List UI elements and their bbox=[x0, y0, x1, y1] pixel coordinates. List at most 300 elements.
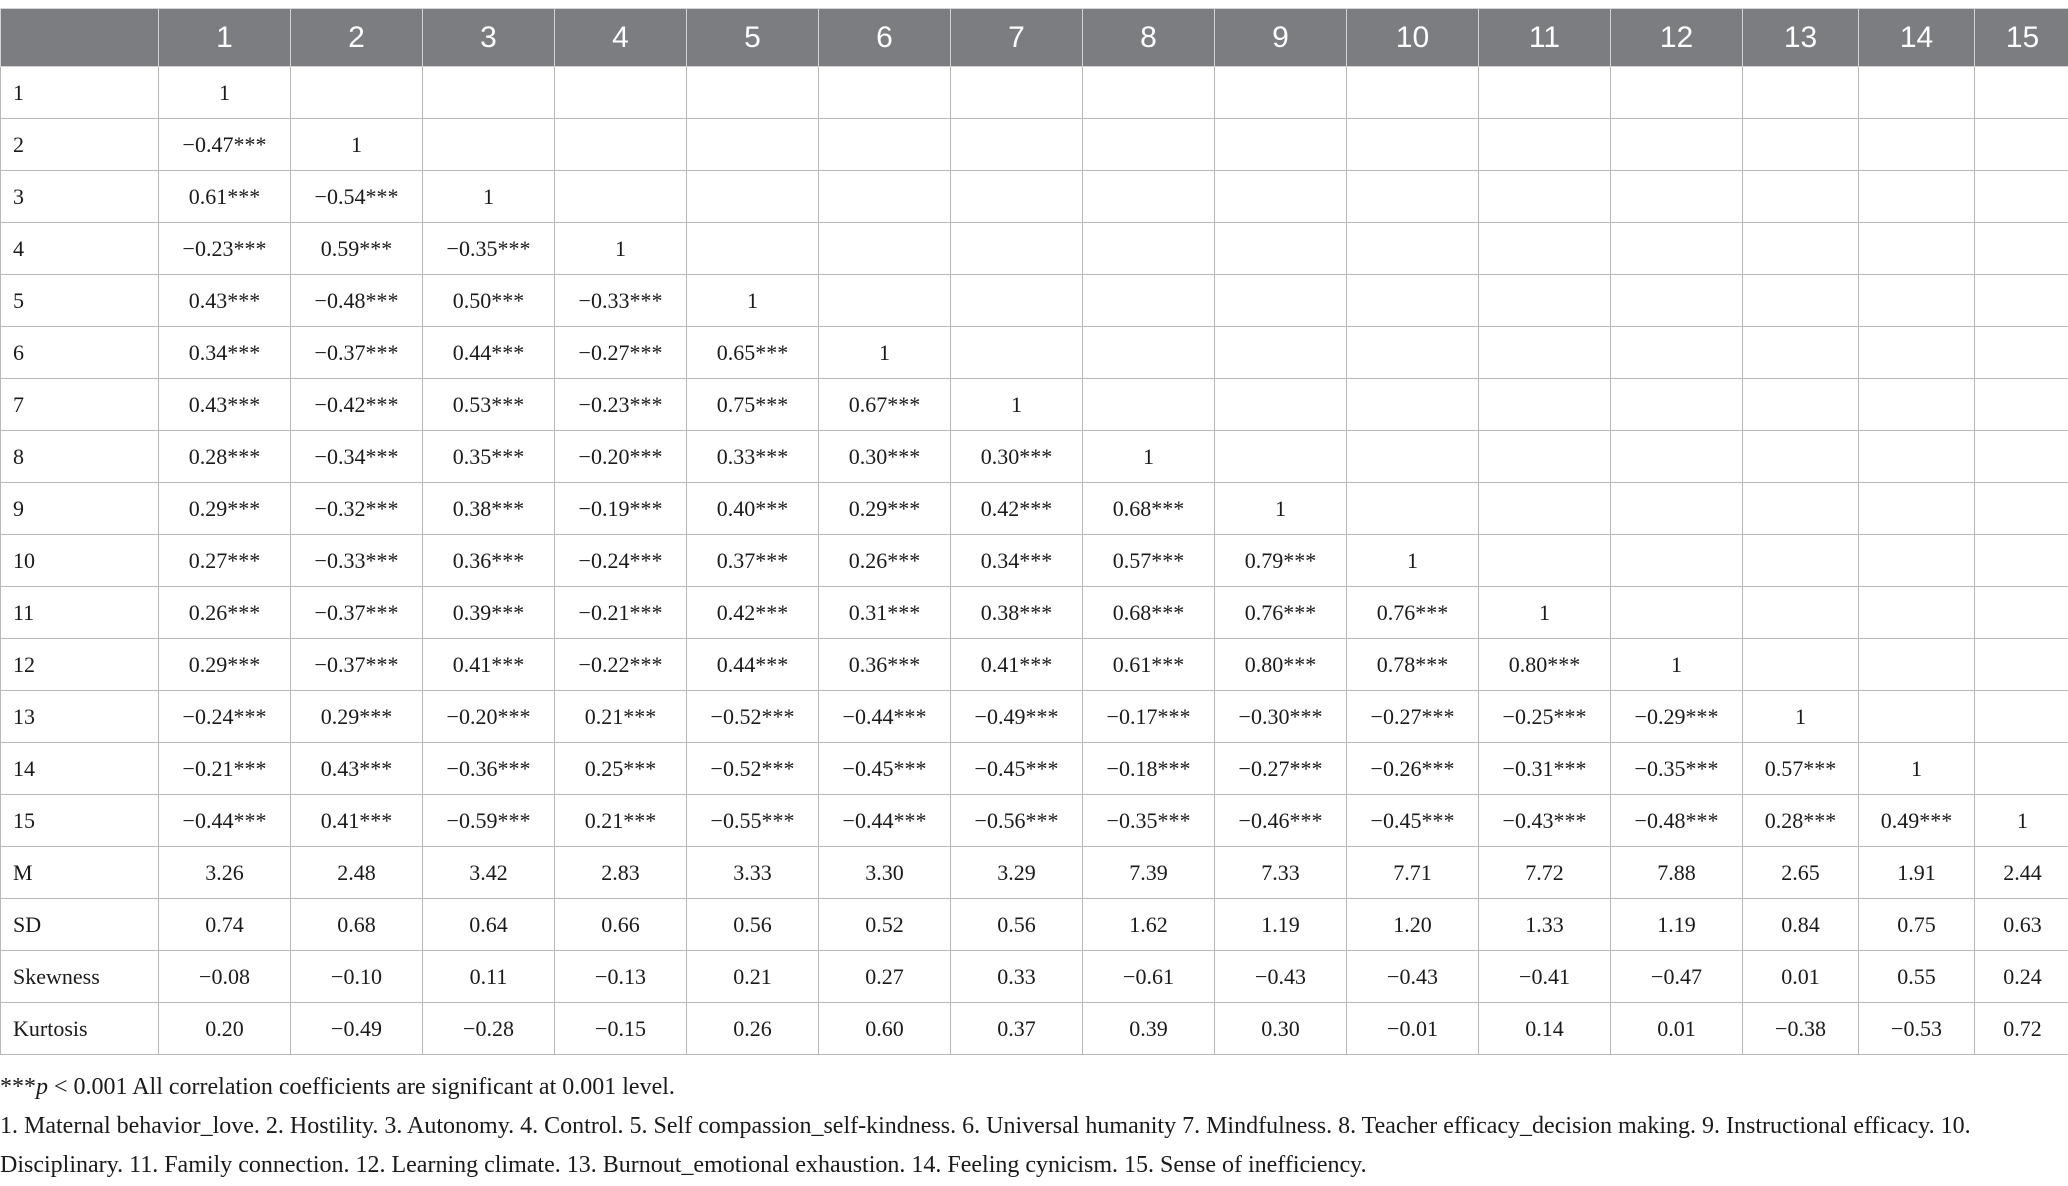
table-cell: 0.42*** bbox=[951, 483, 1083, 535]
variable-legend: 1. Maternal behavior_love. 2. Hostility. 3. Autonomy. 4. Control. 5. Self compassion_self-kindness. 6. Universal humanity 7. Mindfulness. 8. Teacher efficacy_decision making. 9. Instructional efficacy. 10. Disciplinary. 11. Family connection. 12. Learning climate. 13. Burnout_emotional exhaustion. 14. Feeling cynicism. 15. Sense of inefficiency. bbox=[0, 1113, 1971, 1178]
header-row bbox=[1, 9, 2068, 67]
table-cell: −0.61 bbox=[1083, 951, 1215, 1003]
table-cell bbox=[1859, 691, 1975, 743]
table-cell bbox=[1479, 431, 1611, 483]
table-cell: 0.43*** bbox=[291, 743, 423, 795]
table-cell bbox=[1743, 535, 1859, 587]
table-cell bbox=[951, 171, 1083, 223]
table-cell: 0.40*** bbox=[687, 483, 819, 535]
table-cell: 0.76*** bbox=[1347, 587, 1479, 639]
table-cell bbox=[1859, 379, 1975, 431]
table-cell bbox=[1975, 275, 2068, 327]
table-cell: −0.35*** bbox=[1083, 795, 1215, 847]
table-cell: 0.28*** bbox=[159, 431, 291, 483]
table-cell bbox=[687, 67, 819, 119]
row-label: Kurtosis bbox=[1, 1003, 159, 1055]
table-cell: 0.36*** bbox=[819, 639, 951, 691]
table-cell: 0.60 bbox=[819, 1003, 951, 1055]
table-cell: 0.64 bbox=[423, 899, 555, 951]
table-cell: 0.36*** bbox=[423, 535, 555, 587]
column-header-4: 4 bbox=[555, 9, 687, 67]
table-cell: 1.62 bbox=[1083, 899, 1215, 951]
table-cell bbox=[1975, 483, 2068, 535]
table-cell: 3.30 bbox=[819, 847, 951, 899]
table-cell bbox=[1975, 379, 2068, 431]
table-cell: 1 bbox=[1975, 795, 2068, 847]
table-cell bbox=[1215, 275, 1347, 327]
table-cell: 0.63 bbox=[1975, 899, 2068, 951]
table-row bbox=[1, 1003, 2068, 1055]
table-cell: 1.19 bbox=[1215, 899, 1347, 951]
table-cell: −0.43 bbox=[1215, 951, 1347, 1003]
table-cell bbox=[951, 119, 1083, 171]
table-cell: −0.44*** bbox=[819, 795, 951, 847]
table-cell: −0.26*** bbox=[1347, 743, 1479, 795]
table-cell: 7.72 bbox=[1479, 847, 1611, 899]
table-cell bbox=[1215, 431, 1347, 483]
table-cell bbox=[1743, 275, 1859, 327]
table-cell bbox=[1743, 639, 1859, 691]
table-cell bbox=[951, 327, 1083, 379]
table-cell: −0.37*** bbox=[291, 327, 423, 379]
table-cell: 0.26*** bbox=[819, 535, 951, 587]
column-header-1: 1 bbox=[159, 9, 291, 67]
table-cell bbox=[1859, 483, 1975, 535]
table-cell: 0.14 bbox=[1479, 1003, 1611, 1055]
table-cell bbox=[1347, 379, 1479, 431]
column-header-11: 11 bbox=[1479, 9, 1611, 67]
table-notes bbox=[0, 1068, 2066, 1185]
table-cell bbox=[1975, 587, 2068, 639]
table-cell bbox=[1479, 535, 1611, 587]
table-cell: 0.43*** bbox=[159, 275, 291, 327]
table-cell bbox=[951, 223, 1083, 275]
table-cell: −0.23*** bbox=[159, 223, 291, 275]
table-cell: 0.39 bbox=[1083, 1003, 1215, 1055]
table-cell: 0.75 bbox=[1859, 899, 1975, 951]
table-cell bbox=[1347, 327, 1479, 379]
column-header-5: 5 bbox=[687, 9, 819, 67]
table-cell bbox=[1859, 119, 1975, 171]
table-cell: −0.15 bbox=[555, 1003, 687, 1055]
table-cell bbox=[1743, 119, 1859, 171]
table-row bbox=[1, 171, 2068, 223]
table-cell: −0.22*** bbox=[555, 639, 687, 691]
table-cell bbox=[1975, 171, 2068, 223]
table-cell: 1 bbox=[555, 223, 687, 275]
table-cell: 0.27*** bbox=[159, 535, 291, 587]
table-cell bbox=[1743, 327, 1859, 379]
table-cell bbox=[1479, 119, 1611, 171]
table-cell: 0.21*** bbox=[555, 691, 687, 743]
table-cell: 0.30*** bbox=[819, 431, 951, 483]
table-cell: 0.39*** bbox=[423, 587, 555, 639]
table-cell: −0.52*** bbox=[687, 691, 819, 743]
table-cell: 3.42 bbox=[423, 847, 555, 899]
table-row bbox=[1, 327, 2068, 379]
table-cell: 1 bbox=[1479, 587, 1611, 639]
table-cell: 1 bbox=[1083, 431, 1215, 483]
table-cell bbox=[1347, 223, 1479, 275]
table-cell bbox=[1347, 171, 1479, 223]
table-cell: 7.71 bbox=[1347, 847, 1479, 899]
table-cell: −0.08 bbox=[159, 951, 291, 1003]
table-cell bbox=[1479, 275, 1611, 327]
table-cell: 0.26 bbox=[687, 1003, 819, 1055]
table-cell: 0.38*** bbox=[423, 483, 555, 535]
table-cell: 0.20 bbox=[159, 1003, 291, 1055]
table-cell: 0.33 bbox=[951, 951, 1083, 1003]
table-cell: −0.33*** bbox=[555, 275, 687, 327]
table-cell bbox=[1975, 223, 2068, 275]
row-label: 14 bbox=[1, 743, 159, 795]
table-cell: −0.34*** bbox=[291, 431, 423, 483]
table-cell: 2.83 bbox=[555, 847, 687, 899]
table-cell bbox=[1611, 223, 1743, 275]
table-cell: 0.35*** bbox=[423, 431, 555, 483]
table-cell: −0.18*** bbox=[1083, 743, 1215, 795]
table-cell: −0.47*** bbox=[159, 119, 291, 171]
table-cell: 0.61*** bbox=[159, 171, 291, 223]
table-row bbox=[1, 899, 2068, 951]
table-cell: −0.52*** bbox=[687, 743, 819, 795]
table-cell: −0.29*** bbox=[1611, 691, 1743, 743]
table-cell: 1 bbox=[1859, 743, 1975, 795]
column-header-7: 7 bbox=[951, 9, 1083, 67]
table-cell bbox=[1975, 743, 2068, 795]
table-cell: 1.33 bbox=[1479, 899, 1611, 951]
row-label: M bbox=[1, 847, 159, 899]
table-cell: 0.21*** bbox=[555, 795, 687, 847]
table-cell: −0.44*** bbox=[159, 795, 291, 847]
row-label: 13 bbox=[1, 691, 159, 743]
table-row bbox=[1, 379, 2068, 431]
table-cell: 0.41*** bbox=[291, 795, 423, 847]
row-label: 15 bbox=[1, 795, 159, 847]
table-cell bbox=[1479, 483, 1611, 535]
table-row bbox=[1, 847, 2068, 899]
table-cell: 0.66 bbox=[555, 899, 687, 951]
table-cell: −0.54*** bbox=[291, 171, 423, 223]
table-cell: −0.32*** bbox=[291, 483, 423, 535]
table-row bbox=[1, 431, 2068, 483]
table-cell bbox=[1859, 535, 1975, 587]
table-cell bbox=[1743, 483, 1859, 535]
row-label: 3 bbox=[1, 171, 159, 223]
table-cell: 0.29*** bbox=[291, 691, 423, 743]
table-cell: 1 bbox=[1215, 483, 1347, 535]
row-label: 9 bbox=[1, 483, 159, 535]
row-label: 7 bbox=[1, 379, 159, 431]
table-cell: 0.68*** bbox=[1083, 483, 1215, 535]
table-cell bbox=[1859, 171, 1975, 223]
table-cell bbox=[1975, 67, 2068, 119]
table-cell: 7.88 bbox=[1611, 847, 1743, 899]
table-cell: 0.38*** bbox=[951, 587, 1083, 639]
table-row bbox=[1, 691, 2068, 743]
table-cell bbox=[1743, 171, 1859, 223]
table-cell: −0.45*** bbox=[1347, 795, 1479, 847]
table-cell bbox=[1611, 275, 1743, 327]
table-cell bbox=[1215, 327, 1347, 379]
table-cell: −0.37*** bbox=[291, 639, 423, 691]
table-cell: −0.17*** bbox=[1083, 691, 1215, 743]
table-cell bbox=[819, 67, 951, 119]
table-cell: −0.27*** bbox=[1347, 691, 1479, 743]
column-header-8: 8 bbox=[1083, 9, 1215, 67]
table-cell: 0.72 bbox=[1975, 1003, 2068, 1055]
table-cell: 0.01 bbox=[1611, 1003, 1743, 1055]
row-label: 12 bbox=[1, 639, 159, 691]
table-cell bbox=[951, 275, 1083, 327]
table-cell: −0.13 bbox=[555, 951, 687, 1003]
table-cell bbox=[1859, 587, 1975, 639]
table-cell: 0.57*** bbox=[1083, 535, 1215, 587]
table-cell bbox=[1975, 535, 2068, 587]
table-cell: 0.75*** bbox=[687, 379, 819, 431]
table-cell bbox=[1611, 119, 1743, 171]
row-label: 11 bbox=[1, 587, 159, 639]
table-cell bbox=[1479, 171, 1611, 223]
table-cell bbox=[1215, 223, 1347, 275]
table-row bbox=[1, 483, 2068, 535]
table-cell bbox=[1083, 119, 1215, 171]
table-cell: 0.56 bbox=[951, 899, 1083, 951]
table-row bbox=[1, 587, 2068, 639]
table-cell: 0.59*** bbox=[291, 223, 423, 275]
table-cell: 7.33 bbox=[1215, 847, 1347, 899]
table-cell: 0.11 bbox=[423, 951, 555, 1003]
table-row bbox=[1, 67, 2068, 119]
row-label: 1 bbox=[1, 67, 159, 119]
table-cell: −0.10 bbox=[291, 951, 423, 1003]
table-cell bbox=[1611, 327, 1743, 379]
table-cell: −0.36*** bbox=[423, 743, 555, 795]
table-cell bbox=[1611, 535, 1743, 587]
table-cell: 0.80*** bbox=[1479, 639, 1611, 691]
header-corner-cell bbox=[1, 9, 159, 67]
table-cell bbox=[1743, 67, 1859, 119]
table-cell: 1 bbox=[1347, 535, 1479, 587]
table-cell bbox=[555, 67, 687, 119]
table-cell bbox=[1743, 223, 1859, 275]
table-cell bbox=[1479, 223, 1611, 275]
table-cell: 0.53*** bbox=[423, 379, 555, 431]
row-label: 2 bbox=[1, 119, 159, 171]
table-row bbox=[1, 223, 2068, 275]
table-cell: 3.33 bbox=[687, 847, 819, 899]
table-cell: −0.20*** bbox=[423, 691, 555, 743]
table-cell: 0.37 bbox=[951, 1003, 1083, 1055]
table-cell: 0.37*** bbox=[687, 535, 819, 587]
table-row bbox=[1, 275, 2068, 327]
table-cell: 1 bbox=[291, 119, 423, 171]
table-cell: −0.56*** bbox=[951, 795, 1083, 847]
table-cell: −0.45*** bbox=[819, 743, 951, 795]
table-cell: 0.41*** bbox=[423, 639, 555, 691]
table-cell bbox=[687, 223, 819, 275]
table-cell: −0.31*** bbox=[1479, 743, 1611, 795]
table-cell: 0.44*** bbox=[423, 327, 555, 379]
table-cell: 1 bbox=[687, 275, 819, 327]
table-cell: 0.65*** bbox=[687, 327, 819, 379]
table-row bbox=[1, 951, 2068, 1003]
table-cell bbox=[423, 67, 555, 119]
sig-stars: *** bbox=[0, 1074, 36, 1100]
table-cell bbox=[1083, 379, 1215, 431]
table-cell: 0.44*** bbox=[687, 639, 819, 691]
table-cell: −0.48*** bbox=[1611, 795, 1743, 847]
table-cell: 0.50*** bbox=[423, 275, 555, 327]
table-cell: 0.49*** bbox=[1859, 795, 1975, 847]
table-cell: −0.01 bbox=[1347, 1003, 1479, 1055]
table-row bbox=[1, 119, 2068, 171]
table-cell bbox=[687, 171, 819, 223]
table-cell bbox=[1479, 379, 1611, 431]
table-cell: −0.43*** bbox=[1479, 795, 1611, 847]
table-cell: 0.68*** bbox=[1083, 587, 1215, 639]
table-cell bbox=[1347, 483, 1479, 535]
table-cell: 1.19 bbox=[1611, 899, 1743, 951]
table-cell bbox=[951, 67, 1083, 119]
table-row bbox=[1, 535, 2068, 587]
table-cell: −0.33*** bbox=[291, 535, 423, 587]
table-cell bbox=[1975, 691, 2068, 743]
table-cell bbox=[1859, 223, 1975, 275]
table-cell: 0.24 bbox=[1975, 951, 2068, 1003]
table-cell bbox=[1859, 327, 1975, 379]
table-cell bbox=[555, 119, 687, 171]
table-cell: −0.27*** bbox=[1215, 743, 1347, 795]
table-cell bbox=[1083, 171, 1215, 223]
table-cell bbox=[1215, 119, 1347, 171]
table-cell: 1 bbox=[1743, 691, 1859, 743]
table-cell: 0.52 bbox=[819, 899, 951, 951]
significance-note bbox=[0, 1068, 2066, 1107]
table-cell: 0.29*** bbox=[159, 639, 291, 691]
table-cell: −0.48*** bbox=[291, 275, 423, 327]
table-cell: 0.27 bbox=[819, 951, 951, 1003]
table-cell: −0.41 bbox=[1479, 951, 1611, 1003]
table-cell: 0.43*** bbox=[159, 379, 291, 431]
table-cell bbox=[1975, 327, 2068, 379]
table-cell bbox=[1479, 67, 1611, 119]
table-cell: 2.65 bbox=[1743, 847, 1859, 899]
table-cell bbox=[1611, 483, 1743, 535]
table-cell bbox=[1743, 379, 1859, 431]
table-cell: 0.67*** bbox=[819, 379, 951, 431]
table-row bbox=[1, 639, 2068, 691]
table-cell: −0.55*** bbox=[687, 795, 819, 847]
table-cell bbox=[687, 119, 819, 171]
table-cell bbox=[819, 119, 951, 171]
row-label: 6 bbox=[1, 327, 159, 379]
table-cell: −0.30*** bbox=[1215, 691, 1347, 743]
row-label: 4 bbox=[1, 223, 159, 275]
table-cell: −0.42*** bbox=[291, 379, 423, 431]
table-cell: 0.30*** bbox=[951, 431, 1083, 483]
table-cell: 1 bbox=[1611, 639, 1743, 691]
table-cell: 0.80*** bbox=[1215, 639, 1347, 691]
column-header-2: 2 bbox=[291, 9, 423, 67]
table-cell bbox=[1611, 67, 1743, 119]
table-cell bbox=[1347, 275, 1479, 327]
table-cell bbox=[423, 119, 555, 171]
table-cell bbox=[819, 223, 951, 275]
table-cell: −0.23*** bbox=[555, 379, 687, 431]
table-cell: 0.28*** bbox=[1743, 795, 1859, 847]
table-cell bbox=[1975, 431, 2068, 483]
table-cell: 0.61*** bbox=[1083, 639, 1215, 691]
table-row bbox=[1, 795, 2068, 847]
table-cell bbox=[1347, 119, 1479, 171]
table-cell bbox=[1083, 67, 1215, 119]
row-label: SD bbox=[1, 899, 159, 951]
table-row bbox=[1, 743, 2068, 795]
table-cell: −0.45*** bbox=[951, 743, 1083, 795]
table-cell: 0.41*** bbox=[951, 639, 1083, 691]
table-cell: 1.20 bbox=[1347, 899, 1479, 951]
table-body bbox=[1, 67, 2068, 1055]
table-cell: 0.01 bbox=[1743, 951, 1859, 1003]
row-label: 8 bbox=[1, 431, 159, 483]
table-cell bbox=[1479, 327, 1611, 379]
table-cell: −0.47 bbox=[1611, 951, 1743, 1003]
table-cell: 0.79*** bbox=[1215, 535, 1347, 587]
table-cell: 0.74 bbox=[159, 899, 291, 951]
table-cell: 0.56 bbox=[687, 899, 819, 951]
table-cell bbox=[1083, 223, 1215, 275]
table-cell bbox=[1347, 67, 1479, 119]
table-cell: 0.57*** bbox=[1743, 743, 1859, 795]
table-cell: −0.20*** bbox=[555, 431, 687, 483]
column-header-3: 3 bbox=[423, 9, 555, 67]
column-header-10: 10 bbox=[1347, 9, 1479, 67]
sig-variable: p bbox=[36, 1074, 48, 1100]
table-cell: −0.28 bbox=[423, 1003, 555, 1055]
table-cell: 0.31*** bbox=[819, 587, 951, 639]
column-header-6: 6 bbox=[819, 9, 951, 67]
table-cell: −0.24*** bbox=[159, 691, 291, 743]
table-cell: 0.76*** bbox=[1215, 587, 1347, 639]
table-cell bbox=[291, 67, 423, 119]
table-cell bbox=[1083, 327, 1215, 379]
table-cell bbox=[1611, 171, 1743, 223]
table-cell: −0.35*** bbox=[1611, 743, 1743, 795]
column-header-9: 9 bbox=[1215, 9, 1347, 67]
column-header-15: 15 bbox=[1975, 9, 2068, 67]
table-cell bbox=[1215, 171, 1347, 223]
table-cell: 0.25*** bbox=[555, 743, 687, 795]
table-cell: −0.44*** bbox=[819, 691, 951, 743]
table-cell: −0.24*** bbox=[555, 535, 687, 587]
table-cell: −0.27*** bbox=[555, 327, 687, 379]
table-cell: 7.39 bbox=[1083, 847, 1215, 899]
sig-text: < 0.001 All correlation coefficients are significant at 0.001 level. bbox=[48, 1074, 675, 1100]
table-cell bbox=[1215, 379, 1347, 431]
table-cell: −0.49*** bbox=[951, 691, 1083, 743]
table-cell: 0.84 bbox=[1743, 899, 1859, 951]
table-cell: −0.46*** bbox=[1215, 795, 1347, 847]
table-cell bbox=[819, 275, 951, 327]
table-cell: 0.34*** bbox=[159, 327, 291, 379]
table-cell: 0.21 bbox=[687, 951, 819, 1003]
table-cell: −0.21*** bbox=[159, 743, 291, 795]
table-cell bbox=[1347, 431, 1479, 483]
table-cell: 3.26 bbox=[159, 847, 291, 899]
table-cell: 0.29*** bbox=[159, 483, 291, 535]
table-cell bbox=[1743, 431, 1859, 483]
